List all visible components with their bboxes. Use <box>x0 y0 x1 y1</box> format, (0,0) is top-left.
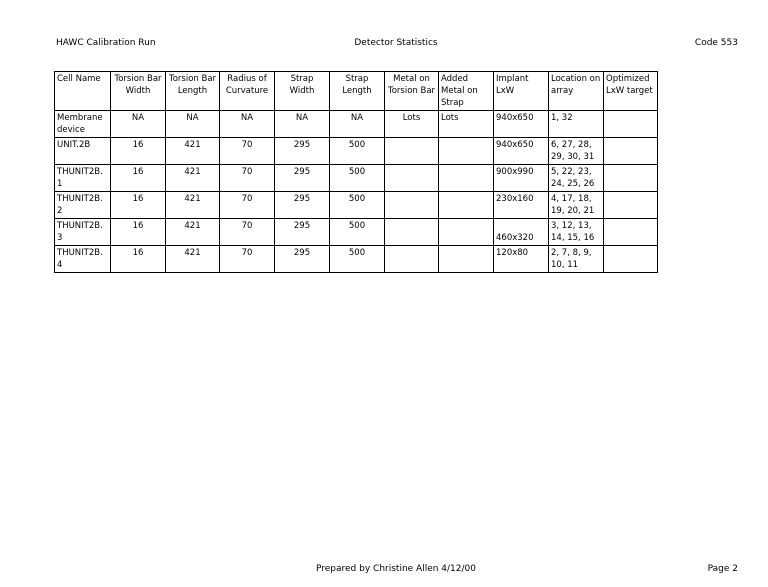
table-cell <box>604 246 658 273</box>
table-cell: NA <box>330 111 385 138</box>
table-row <box>55 165 658 192</box>
table-cell <box>385 138 439 165</box>
table-cell: NA <box>166 111 220 138</box>
detector-statistics-table <box>54 71 658 273</box>
table-cell: Lots <box>385 111 439 138</box>
table-row <box>55 219 658 246</box>
column-header: Torsion Bar Width <box>111 72 166 111</box>
table-cell <box>385 165 439 192</box>
table-row <box>55 111 658 138</box>
column-header: Metal on Torsion Bar <box>385 72 439 111</box>
column-header: Cell Name <box>55 72 111 111</box>
table-cell: 940x650 <box>494 138 549 165</box>
table-cell: 16 <box>111 165 166 192</box>
table-cell <box>604 192 658 219</box>
table-cell: THUNIT2B.3 <box>55 219 111 246</box>
table-cell: 500 <box>330 219 385 246</box>
footer-prepared-by: Prepared by Christine Allen 4/12/00 <box>315 564 476 574</box>
table-cell: 460x320 <box>494 219 549 246</box>
table-cell <box>439 192 494 219</box>
column-header: Strap Length <box>330 72 385 111</box>
table-cell: 295 <box>275 165 330 192</box>
table-cell: 120x80 <box>494 246 549 273</box>
table-cell <box>439 138 494 165</box>
table-cell: NA <box>275 111 330 138</box>
table-cell: 1, 32 <box>549 111 604 138</box>
table-cell: 500 <box>330 192 385 219</box>
table-header-row <box>55 72 658 111</box>
table-cell: 295 <box>275 246 330 273</box>
table-cell: THUNIT2B.1 <box>55 165 111 192</box>
table-cell: 500 <box>330 246 385 273</box>
table-cell: NA <box>220 111 275 138</box>
table-cell: THUNIT2B.2 <box>55 192 111 219</box>
table-cell: THUNIT2B.4 <box>55 246 111 273</box>
table-cell: 70 <box>220 192 275 219</box>
table-cell: Membrane device <box>55 111 111 138</box>
table-cell <box>439 246 494 273</box>
table-cell: 70 <box>220 246 275 273</box>
table-cell: 295 <box>275 219 330 246</box>
table-cell: 295 <box>275 138 330 165</box>
table-cell: 421 <box>166 165 220 192</box>
table-cell <box>385 219 439 246</box>
column-header: Location on array <box>549 72 604 111</box>
table-cell <box>385 192 439 219</box>
table-cell: 500 <box>330 138 385 165</box>
column-header: Optimized LxW target <box>604 72 658 111</box>
table-cell: 230x160 <box>494 192 549 219</box>
table-cell: 421 <box>166 192 220 219</box>
table-cell: UNIT.2B <box>55 138 111 165</box>
column-header: Added Metal on Strap <box>439 72 494 111</box>
header-title: HAWC Calibration Run <box>56 38 156 48</box>
table-cell: 70 <box>220 165 275 192</box>
table-cell: 421 <box>166 138 220 165</box>
header-subtitle: Detector Statistics <box>354 38 438 48</box>
table-cell: 3, 12, 13, 14, 15, 16 <box>549 219 604 246</box>
table-cell: 16 <box>111 192 166 219</box>
table-cell: 2, 7, 8, 9, 10, 11 <box>549 246 604 273</box>
table-cell: 70 <box>220 138 275 165</box>
column-header: Strap Width <box>275 72 330 111</box>
table-cell: 421 <box>166 219 220 246</box>
table-cell: NA <box>111 111 166 138</box>
table-cell: 5, 22, 23, 24, 25, 26 <box>549 165 604 192</box>
table-cell: 900x990 <box>494 165 549 192</box>
table-cell: 421 <box>166 246 220 273</box>
table-cell <box>604 111 658 138</box>
table-row <box>55 246 658 273</box>
column-header: Radius of Curvature <box>220 72 275 111</box>
table-cell: 16 <box>111 246 166 273</box>
column-header: Implant LxW <box>494 72 549 111</box>
page-number: Page 2 <box>707 564 738 574</box>
table-row <box>55 138 658 165</box>
table-cell <box>439 165 494 192</box>
table-cell: 295 <box>275 192 330 219</box>
header-code: Code 553 <box>694 38 738 48</box>
table-cell: 16 <box>111 219 166 246</box>
table-cell: 940x650 <box>494 111 549 138</box>
table-cell: 6, 27, 28, 29, 30, 31 <box>549 138 604 165</box>
table-cell <box>385 246 439 273</box>
table-cell: Lots <box>439 111 494 138</box>
table-cell: 16 <box>111 138 166 165</box>
table-cell: 500 <box>330 165 385 192</box>
table-cell: 4, 17, 18, 19, 20, 21 <box>549 192 604 219</box>
table-row <box>55 192 658 219</box>
table-cell: 70 <box>220 219 275 246</box>
column-header: Torsion Bar Length <box>166 72 220 111</box>
table-cell <box>604 165 658 192</box>
table-cell <box>604 138 658 165</box>
table-cell <box>604 219 658 246</box>
table-cell <box>439 219 494 246</box>
